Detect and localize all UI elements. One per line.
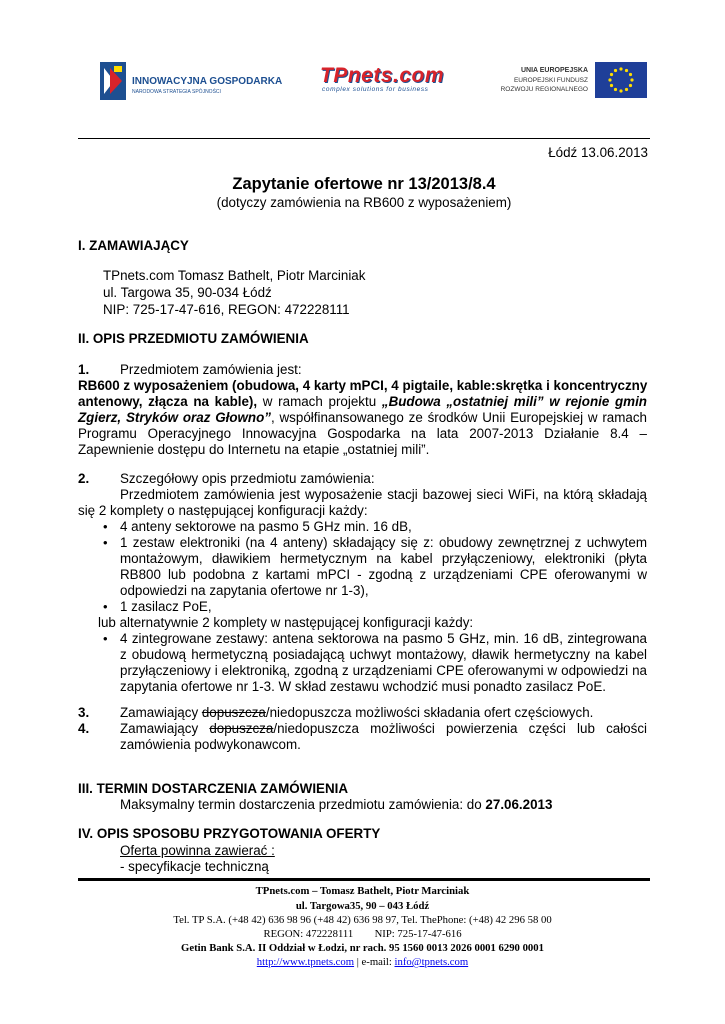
footer-contact-separator: | e-mail:	[354, 956, 395, 968]
item-1-line-2	[78, 394, 647, 411]
delivery-deadline-text	[120, 797, 552, 814]
item-4-pre: Zamawiający	[120, 721, 210, 736]
tpnets-logo-title: TPnets.com	[320, 64, 445, 87]
item-4-line-2: zamówienia podwykonawcom.	[120, 737, 301, 752]
section-2-heading: II. OPIS PRZEDMIOTU ZAMÓWIENIA	[78, 331, 309, 346]
item-2-bullet-4-line-2: z obudową hermetyczną posiadającą uchwyt montażowy, dławik hermetyczny na kabel	[120, 647, 647, 662]
eu-line-3: ROZWOJU REGIONALNEGO	[500, 86, 588, 93]
ordering-party-line-3: NIP: 725-17-47-616, REGON: 472228111	[103, 302, 350, 317]
offer-contents-label: Oferta powinna zawierać :	[120, 843, 275, 858]
project-name-part-2: Zgierz, Stryków oraz Głowno”	[78, 410, 271, 425]
eu-flag-icon	[595, 62, 647, 98]
innowacyjna-title: INNOWACYJNA GOSPODARKA	[132, 76, 283, 87]
item-4-number: 4.	[78, 721, 90, 736]
website-link[interactable]: http://www.tpnets.com	[256, 956, 355, 968]
email-link[interactable]: info@tpnets.com	[394, 956, 469, 968]
footer-contact	[60, 955, 665, 970]
footer-regon-nip: REGON: 472228111 NIP: 725-17-47-616	[263, 928, 462, 940]
item-2-line-1: Przedmiotem zamówienia jest wyposażenie stacji bazowej sieci WiFi, na którą składają	[120, 487, 647, 502]
document-date: Łódź 13.06.2013	[548, 145, 648, 160]
item-2-bullet-4-line-4: zapytania ofertowe nr 1-3. W skład zestawu wchodzić musi ponadto zasilacz PoE.	[120, 679, 607, 694]
logo-unia-europejska	[498, 62, 650, 102]
innowacyjna-subtitle: NARODOWA STRATEGIA SPÓJNOŚCI	[132, 89, 221, 95]
item-1-line-5: Zapewnienie dostępu do Internetu na etapie „ostatniej mili”.	[78, 442, 430, 457]
footer-bank-account: Getin Bank S.A. II Oddział w Łodzi, nr rach. 95 1560 0013 2026 0001 6290 0001	[181, 942, 544, 954]
ordering-party-line-1: TPnets.com Tomasz Bathelt, Piotr Marciniak	[103, 268, 366, 283]
item-4-strikethrough: dopuszcza	[209, 721, 274, 736]
item-3-text	[120, 705, 593, 722]
eu-line-1: UNIA EUROPEJSKA	[520, 67, 588, 74]
bullet-1-icon: •	[103, 519, 108, 534]
item-1-line-1: RB600 z wyposażeniem (obudowa, 4 karty mPCI, 4 pigtaile, kable:skrętka i koncentryczny	[78, 378, 648, 393]
item-2-intro: Szczegółowy opis przedmiotu zamówienia:	[120, 471, 375, 486]
footer-company: TPnets.com – Tomasz Bathelt, Piotr Marciniak	[255, 885, 470, 897]
delivery-deadline-date: 27.06.2013	[485, 797, 553, 812]
item-2-bullet-3: 1 zasilacz PoE,	[120, 599, 212, 614]
item-1-line-3	[78, 410, 647, 427]
item-2-alternative: lub alternatywnie 2 komplety w następującej konfiguracji każdy:	[98, 615, 474, 630]
item-2-bullet-1: 4 anteny sektorowe na pasmo 5 GHz min. 16 dB,	[120, 519, 412, 534]
footer-divider	[78, 878, 650, 881]
footer-address: ul. Targowa35, 90 – 043 Łódź	[295, 900, 430, 912]
item-2-bullet-2-line-4: odpowiedzi na zapytania ofertowe nr 1-3),	[120, 583, 369, 598]
item-2-bullet-2-line-2: montażowym, dławikiem hermetycznym na kabel przyłączeniowy, elektroniki (płyta	[120, 551, 647, 566]
item-3-pre: Zamawiający	[120, 705, 202, 720]
item-1-line-3-rest: , współfinansowanego ze środków Unii Europejskiej w ramach	[270, 410, 647, 425]
bullet-3-icon: •	[103, 599, 108, 614]
ordering-party-line-2: ul. Targowa 35, 90-034 Łódź	[103, 285, 272, 300]
document-title: Zapytanie ofertowe nr 13/2013/8.4	[232, 175, 496, 193]
item-2-bullet-2-line-1: 1 zestaw elektroniki (na 4 anteny) składający się z: obudowy zewnętrznej z uchwytem	[120, 535, 647, 550]
bullet-4-icon: •	[103, 631, 108, 646]
innowacyjna-logo-icon	[100, 62, 126, 100]
item-4-text	[120, 721, 647, 738]
item-1-number: 1.	[78, 362, 90, 377]
item-3-rest: /niedopuszcza możliwości składania ofert częściowych.	[265, 705, 594, 720]
item-3-strikethrough: dopuszcza	[201, 705, 266, 720]
project-name-part-1: „Budowa „ostatniej mili” w rejonie gmin	[381, 394, 647, 409]
logo-tpnets	[318, 64, 458, 98]
item-2-number: 2.	[78, 471, 90, 486]
item-1-line-2-bold: antenowy, złącza na kable),	[78, 394, 258, 409]
section-3-heading: III. TERMIN DOSTARCZENIA ZAMÓWIENIA	[78, 781, 349, 796]
item-2-bullet-2-line-3: RB800 lub podobna z kartami mPCI - zgodną z urządzeniami CPE oferowanymi w	[120, 567, 647, 582]
eu-line-2: EUROPEJSKI FUNDUSZ	[513, 77, 588, 84]
bullet-2-icon: •	[103, 535, 108, 550]
item-2-bullet-4-line-3: przyłączeniowy i elektroniką, zgodną z urządzeniami CPE oferowanymi w odpowiedzi na	[120, 663, 647, 678]
item-2-line-2: się 2 komplety o następującej konfiguracji każdy:	[78, 503, 368, 518]
item-3-number: 3.	[78, 705, 90, 720]
item-4-rest: /niedopuszcza możliwości powierzenia części lub całości	[273, 721, 647, 736]
item-2-bullet-4-line-1: 4 zintegrowane zestawy: antena sektorowa na pasmo 5 GHz, min. 16 dB, zintegrowana	[120, 631, 647, 646]
footer-phones: Tel. TP S.A. (+48 42) 636 98 96 (+48 42) 636 98 97, Tel. ThePhone: (+48) 42 296 58 00	[173, 914, 552, 926]
item-1-line-4: Programu Operacyjnego Innowacyjna Gospodarka na lata 2007-2013 Działanie 8.4 –	[78, 426, 647, 441]
section-1-heading: I. ZAMAWIAJĄCY	[78, 238, 189, 253]
item-1-intro: Przedmiotem zamówienia jest:	[120, 362, 302, 377]
logo-innowacyjna-gospodarka	[100, 62, 283, 102]
tpnets-logo-subtitle: complex solutions for business	[322, 86, 429, 93]
document-subtitle: (dotyczy zamówienia na RB600 z wyposażeniem)	[216, 195, 512, 210]
item-1-line-2-rest: w ramach projektu	[257, 394, 382, 409]
section-4-heading: IV. OPIS SPOSOBU PRZYGOTOWANIA OFERTY	[78, 826, 381, 841]
offer-contents-item-1: - specyfikacje techniczną	[120, 859, 269, 874]
header-divider	[78, 138, 650, 139]
delivery-deadline-label: Maksymalny termin dostarczenia przedmiotu zamówienia: do	[120, 797, 486, 812]
